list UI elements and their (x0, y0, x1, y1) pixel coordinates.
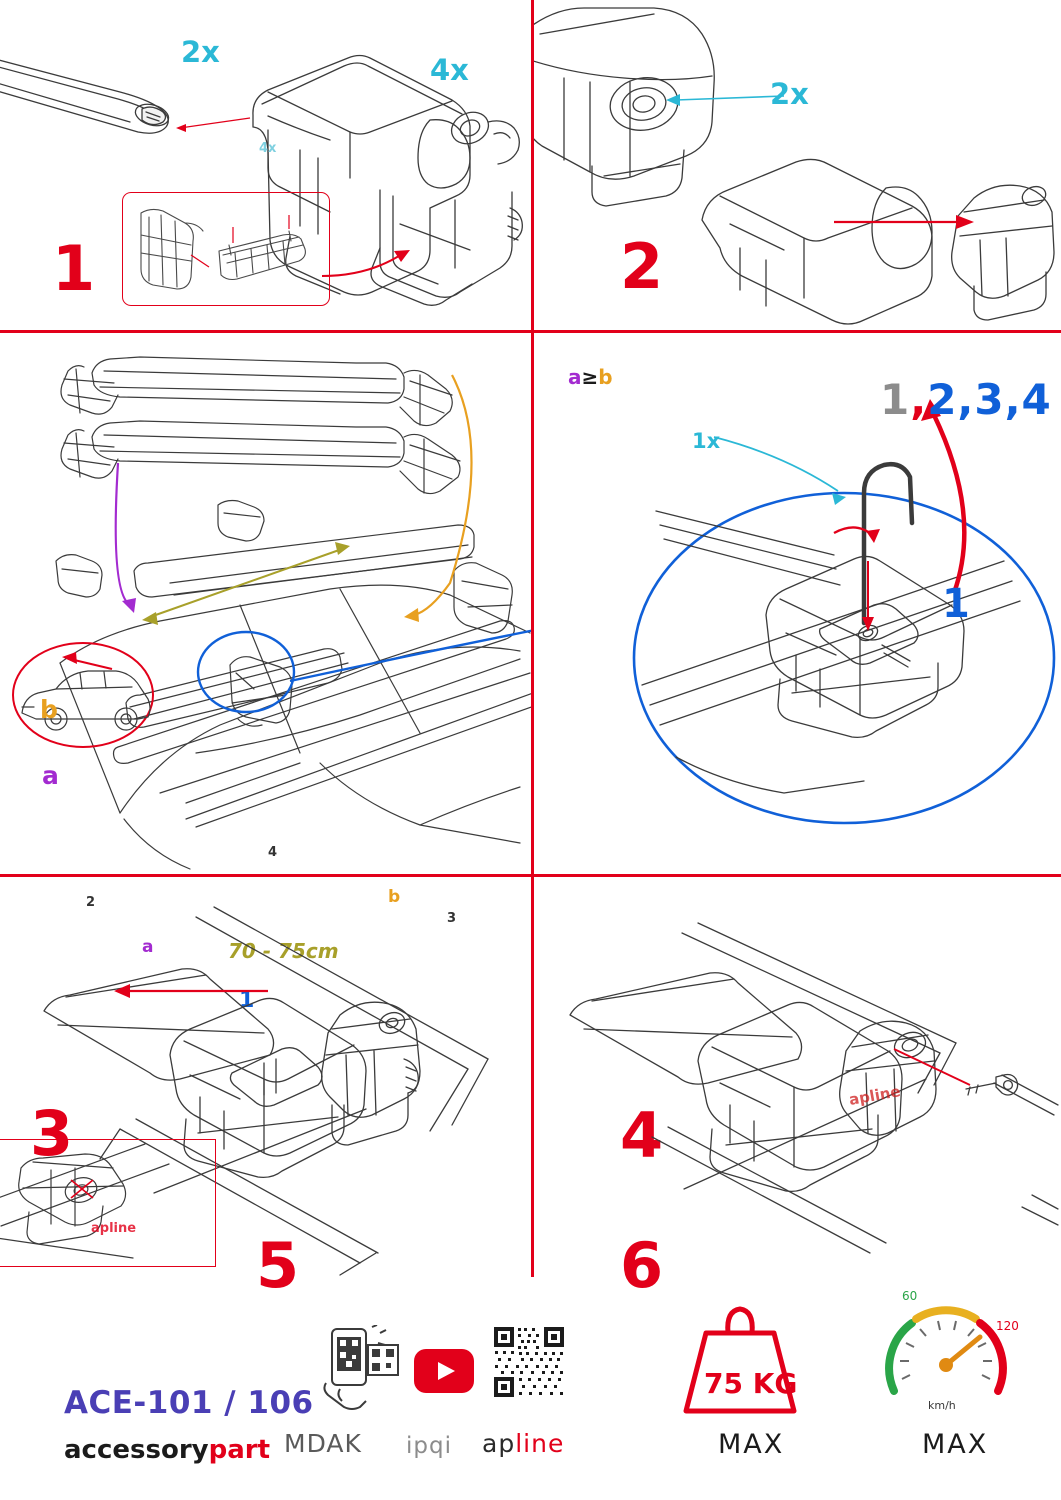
youtube-icon[interactable] (414, 1349, 474, 1393)
brand-name (64, 1435, 270, 1465)
scan-qr-icon (316, 1325, 402, 1413)
label-first-step: 1 (942, 581, 970, 627)
brand-part-1: accessory (64, 1435, 209, 1465)
footer (0, 1277, 1061, 1500)
label-condition-b: b (598, 365, 613, 389)
partner-mdak: MDAK (284, 1429, 362, 1458)
partner-apline-suffix: line (515, 1429, 565, 1458)
label-bar-a: a (42, 761, 59, 790)
label-seq-comma: , (910, 375, 928, 424)
max-load-label: MAX (718, 1429, 785, 1460)
label-foot-4: 4 (268, 845, 278, 860)
partner-ipqi: ipqi (406, 1433, 452, 1459)
label-bar-b: b (40, 695, 58, 724)
max-speed-label: MAX (922, 1429, 989, 1460)
panel-step-2 (534, 0, 1061, 330)
label-lock-qty: 2x (770, 77, 809, 111)
svg-text:apline: apline (91, 1221, 137, 1236)
label-arrow-b: b (388, 887, 401, 907)
max-load-icon (676, 1299, 804, 1419)
label-bar-qty: 2x (181, 35, 220, 69)
step-number-3: 3 (30, 1097, 75, 1170)
step3-illustration (0, 333, 531, 874)
label-arrow-a: a (142, 937, 154, 957)
partner-apline (482, 1429, 564, 1458)
step5-inset-illustration (0, 1140, 215, 1266)
qr-code (492, 1325, 566, 1399)
step-number-5: 5 (256, 1229, 301, 1302)
max-load-value: 75 KG (704, 1367, 798, 1400)
gauge-unit: km/h (928, 1399, 956, 1412)
label-seq-1: 1 (880, 375, 911, 424)
step6-illustration (534, 877, 1061, 1277)
step1-inset-box (122, 141, 330, 306)
step-number-4: 4 (620, 1099, 665, 1172)
gauge-min-tick: 60 (902, 1289, 918, 1303)
panel-step-1 (0, 0, 531, 330)
step5-inset-box (0, 1139, 216, 1267)
svg-text:apline: apline (847, 1082, 902, 1109)
model-code: ACE-101 / 106 (64, 1385, 314, 1421)
brand-part-2: part (208, 1435, 271, 1465)
panel-step-5 (0, 877, 531, 1302)
step-number-6: 6 (620, 1229, 665, 1302)
partner-apline-prefix: ap (482, 1429, 516, 1458)
step-number-2: 2 (620, 230, 665, 303)
label-inset-4x: 4x (259, 141, 277, 156)
label-condition-op: ≥ (581, 365, 599, 389)
label-tool-qty: 1x (692, 429, 721, 453)
step1-inset-arrow (318, 232, 418, 284)
label-distance: 70 - 75cm (228, 939, 339, 963)
step3-vehicle-direction (8, 639, 158, 751)
label-foot-3: 3 (447, 911, 457, 926)
step-number-1: 1 (52, 232, 97, 305)
gauge-max-tick: 120 (996, 1319, 1019, 1333)
step2-illustration (534, 0, 1061, 330)
step1-inset-illustration (123, 193, 329, 305)
label-condition-a: a (568, 365, 582, 389)
label-seq-234: 2,3,4 (927, 375, 1052, 424)
panel-step-3 (0, 333, 531, 1170)
label-foot-1: 1 (239, 988, 255, 1013)
label-foot-2: 2 (86, 895, 96, 910)
label-foot-qty: 4x (430, 53, 469, 87)
